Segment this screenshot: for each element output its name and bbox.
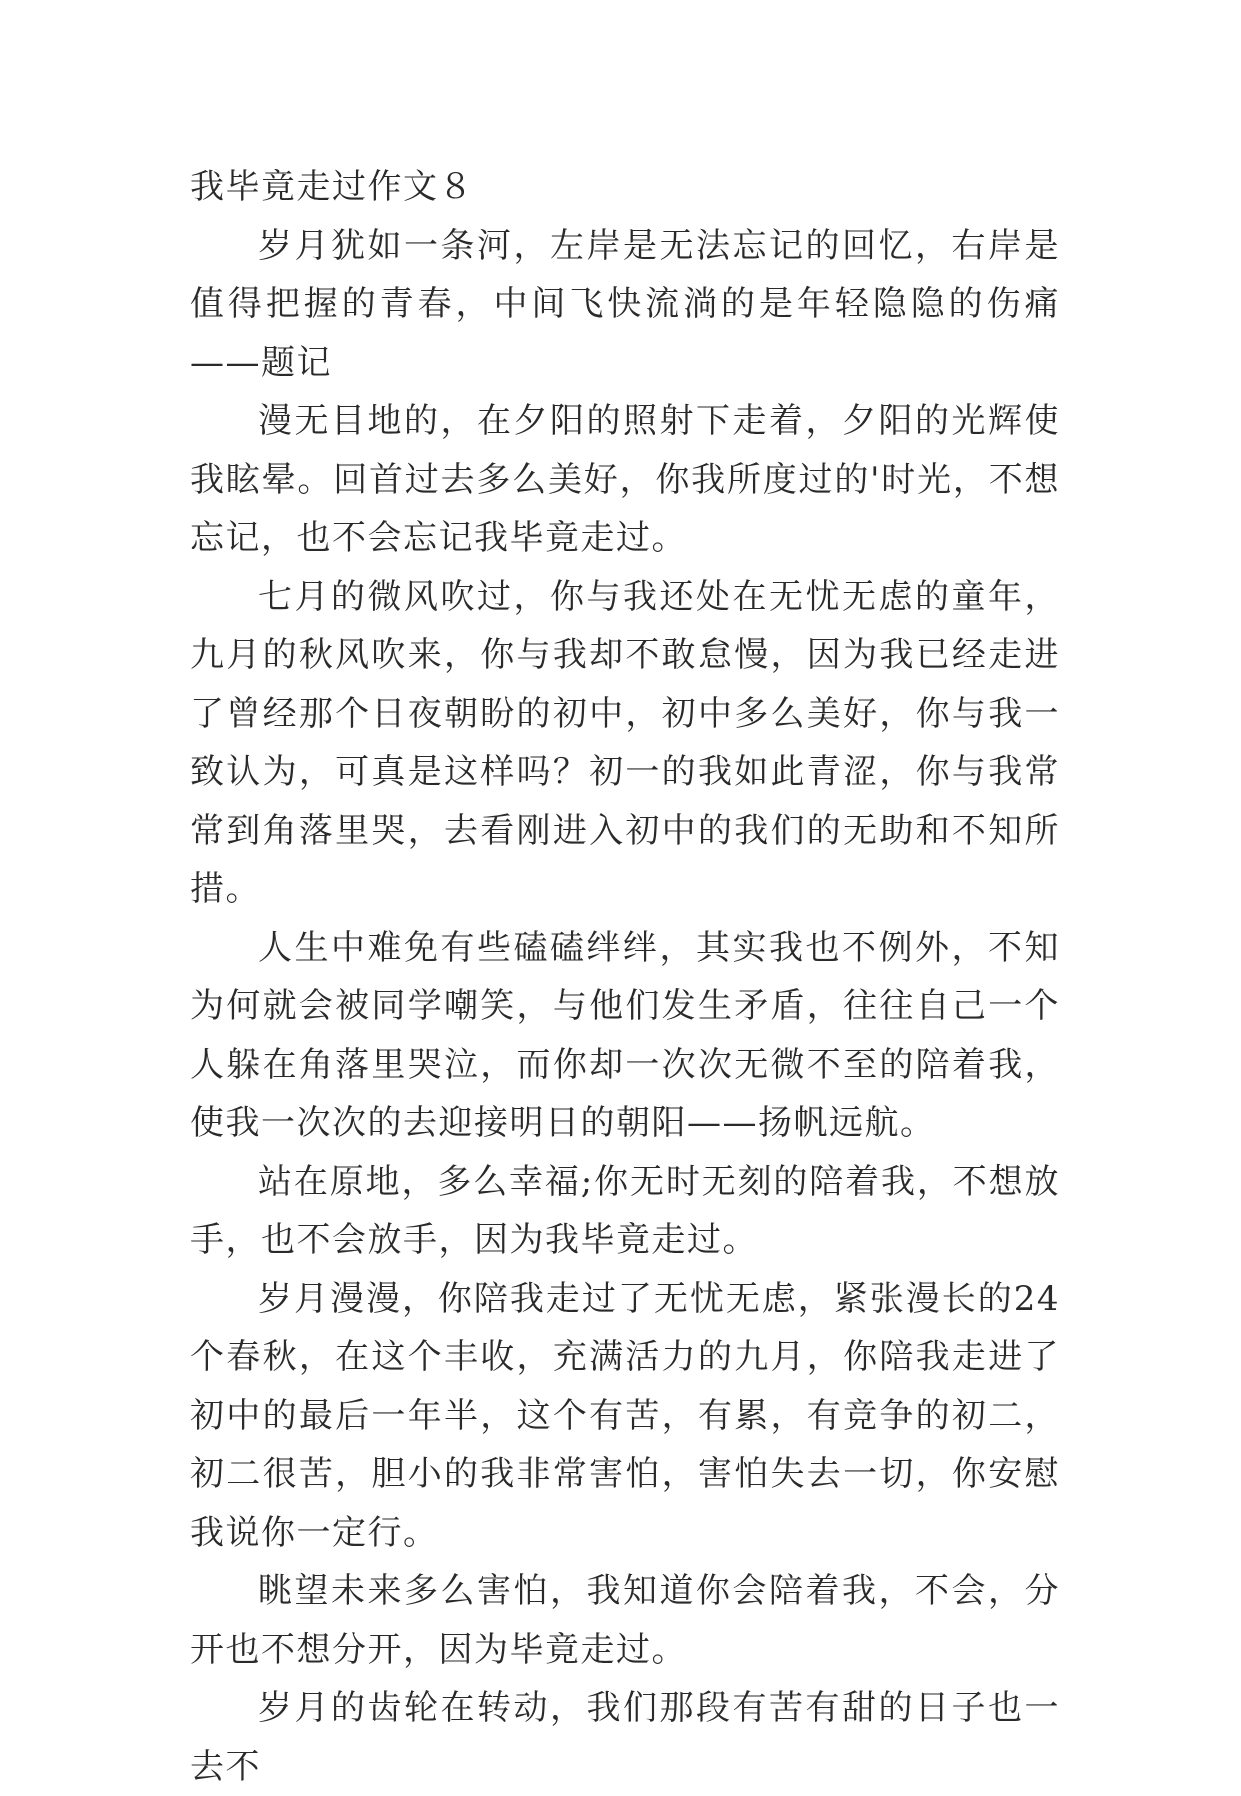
paragraph: 眺望未来多么害怕，我知道你会陪着我，不会，分开也不想分开，因为毕竟走过。 bbox=[190, 1571, 1060, 1670]
paragraph: 七月的微风吹过，你与我还处在无忧无虑的童年，九月的秋风吹来，你与我却不敢怠慢，因为我已经走进了曾经那个日夜朝盼的初中，初中多么美好，你与我一致认为，可真是这样吗？初一的我如此青涩，你与我常常到角落里哭，去看刚进入初中的我们的无助和不知所措。 bbox=[190, 576, 1060, 909]
paragraph: 漫无目地的，在夕阳的照射下走着，夕阳的光辉使我眩晕。回首过去多么美好，你我所度过的'时光，不想忘记，也不会忘记我毕竟走过。 bbox=[190, 401, 1060, 558]
paragraph: 岁月漫漫，你陪我走过了无忧无虑，紧张漫长的24个春秋，在这个丰收，充满活力的九月，你陪我走进了初中的最后一年半，这个有苦，有累，有竞争的初二，初二很苦，胆小的我非常害怕，害怕失去一切，你安慰我说你一定行。 bbox=[190, 1278, 1060, 1553]
paragraph: 人生中难免有些磕磕绊绊，其实我也不例外，不知为何就会被同学嘲笑，与他们发生矛盾，往往自己一个人躲在角落里哭泣，而你却一次次无微不至的陪着我，使我一次次的去迎接明日的朝阳——扬帆远航。 bbox=[190, 927, 1060, 1143]
paragraph: 岁月的齿轮在转动，我们那段有苦有甜的日子也一去不 bbox=[190, 1688, 1060, 1787]
paragraph: 站在原地，多么幸福;你无时无刻的陪着我，不想放手，也不会放手，因为我毕竟走过。 bbox=[190, 1161, 1060, 1260]
document-title: 我毕竟走过作文８ bbox=[190, 167, 474, 207]
paragraph: 岁月犹如一条河，左岸是无法忘记的回忆，右岸是值得把握的青春，中间飞快流淌的是年轻隐隐的伤痛——题记 bbox=[190, 225, 1060, 383]
document-body bbox=[190, 158, 1060, 1796]
